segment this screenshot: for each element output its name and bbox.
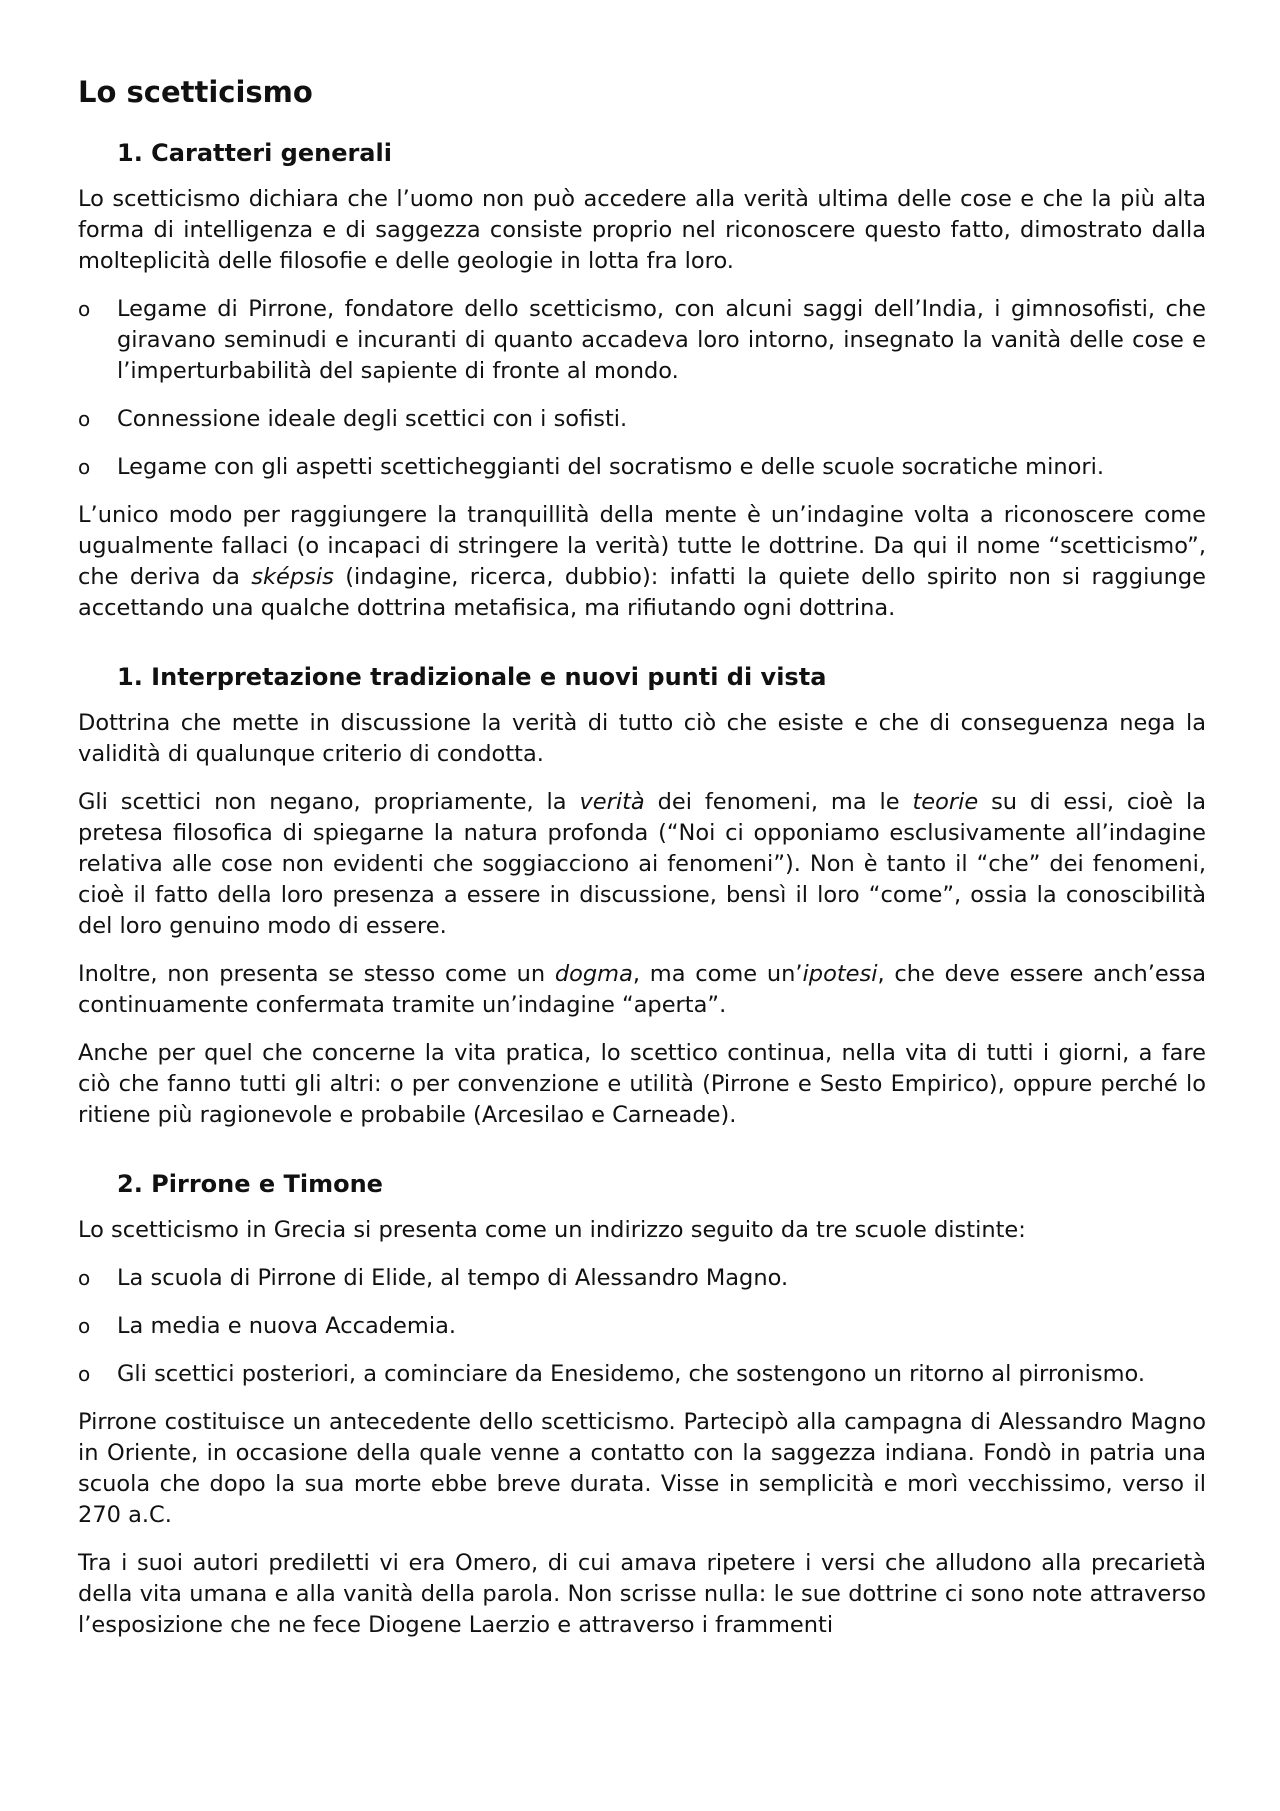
list-item-text: Legame con gli aspetti scetticheggianti del socratismo e delle scuole socratiche minori. — [117, 454, 1105, 480]
section-heading: 1. Interpretazione tradizionale e nuovi punti di vista — [117, 663, 827, 691]
section-heading: 2. Pirrone e Timone — [117, 1170, 383, 1198]
bullet-icon: o — [78, 1314, 91, 1338]
bullet-icon: o — [78, 455, 91, 479]
paragraph — [78, 787, 1206, 942]
list-item — [78, 404, 1206, 435]
text-run: dei fenomeni, ma le — [644, 789, 913, 815]
list-item-text: La scuola di Pirrone di Elide, al tempo di Alessandro Magno. — [117, 1265, 789, 1291]
italic-term: sképsis — [251, 564, 334, 590]
document-page — [78, 74, 1206, 1658]
list-item — [78, 1359, 1206, 1390]
bullet-list — [78, 294, 1206, 483]
paragraph: Pirrone costituisce un antecedente dello scetticismo. Partecipò alla campagna di Alessandro Magno in Oriente, in occasione della quale venne a contatto con la saggezza indiana. Fondò in patria una scuola che dopo la sua morte ebbe breve durata. Visse in semplicità e morì vecchissimo, verso il 270 a.C. — [78, 1409, 1206, 1528]
list-item-text: Connessione ideale degli scettici con i sofisti. — [117, 406, 628, 432]
text-run: , ma come un’ — [632, 961, 803, 987]
section-caratteri-generali — [78, 138, 1206, 624]
paragraph — [78, 500, 1206, 624]
document-title: Lo scetticismo — [78, 75, 313, 109]
list-item-text: Gli scettici posteriori, a cominciare da Enesidemo, che sostengono un ritorno al pirronismo. — [117, 1361, 1146, 1387]
list-item — [78, 1263, 1206, 1294]
text-run: , che deve essere anch’essa continuamente confermata tramite un’indagine “aperta”. — [78, 961, 1207, 1018]
text-run: Gli scettici non negano, propriamente, la — [78, 789, 580, 815]
text-run: Inoltre, non presenta se stesso come un — [78, 961, 555, 987]
paragraph: Lo scetticismo dichiara che l’uomo non può accedere alla verità ultima delle cose e che la più alta forma di intelligenza e di saggezza consiste proprio nel riconoscere questo fatto, dimostrato dalla molteplicità delle filosofie e delle geologie in lotta fra loro. — [78, 186, 1206, 274]
list-item — [78, 1311, 1206, 1342]
bullet-icon: o — [78, 1362, 91, 1386]
bullet-icon: o — [78, 407, 91, 431]
bullet-icon: o — [78, 1266, 91, 1290]
paragraph: Lo scetticismo in Grecia si presenta come un indirizzo seguito da tre scuole distinte: — [78, 1217, 1026, 1243]
list-item — [78, 294, 1206, 387]
text-run: (indagine, ricerca, dubbio): infatti la quiete dello spirito non si raggiunge accettando una qualche dottrina metafisica, ma rifiutando ogni dottrina. — [78, 564, 1206, 621]
paragraph: Anche per quel che concerne la vita pratica, lo scettico continua, nella vita di tutti i giorni, a fare ciò che fanno tutti gli altri: o per convenzione e utilità (Pirrone e Sesto Empirico), oppure perché lo ritiene più ragionevole e probabile (Arcesilao e Carneade). — [78, 1040, 1206, 1128]
bullet-icon: o — [78, 297, 91, 321]
paragraph: Dottrina che mette in discussione la verità di tutto ciò che esiste e che di conseguenza nega la validità di qualunque criterio di condotta. — [78, 710, 1206, 767]
paragraph: Tra i suoi autori prediletti vi era Omero, di cui amava ripetere i versi che alludono alla precarietà della vita umana e alla vanità della parola. Non scrisse nulla: le sue dottrine ci sono note attraverso l’esposizione che ne fece Diogene Laerzio e attraverso i frammenti — [78, 1550, 1206, 1638]
list-item-text: La media e nuova Accademia. — [117, 1313, 457, 1339]
bullet-list — [78, 1263, 1206, 1390]
italic-term: verità — [579, 789, 645, 815]
italic-term: ipotesi — [802, 961, 878, 987]
section-heading: 1. Caratteri generali — [117, 139, 392, 167]
italic-term: teorie — [912, 789, 979, 815]
list-item-text: Legame di Pirrone, fondatore dello scetticismo, con alcuni saggi dell’India, i gimnosofisti, che giravano seminudi e incuranti di quanto accadeva loro intorno, insegnato la vanità delle cose e l’imperturbabilità del sapiente di fronte al mondo. — [117, 296, 1206, 384]
text-run: L’unico modo per raggiungere la tranquillità della mente è un’indagine volta a riconoscere come ugualmente fallaci (o incapaci di stringere la verità) tutte le dottrine. Da qui il nome “scetticismo”, che deriva da — [78, 502, 1206, 590]
section-interpretazione — [78, 662, 1206, 1131]
italic-term: dogma — [554, 961, 633, 987]
list-item — [78, 452, 1206, 483]
section-pirrone-timone — [78, 1169, 1206, 1641]
text-run: su di essi, cioè la pretesa filosofica di spiegarne la natura profonda (“Noi ci opponiamo esclusivamente all’indagine relativa alle cose non evidenti che soggiacciono ai fenomeni”). Non è tanto il “che” dei fenomeni, cioè il fatto della loro presenza a essere in discussione, bensì il loro “come”, ossia la conoscibilità del loro genuino modo di essere. — [78, 789, 1206, 939]
paragraph — [78, 959, 1206, 1021]
